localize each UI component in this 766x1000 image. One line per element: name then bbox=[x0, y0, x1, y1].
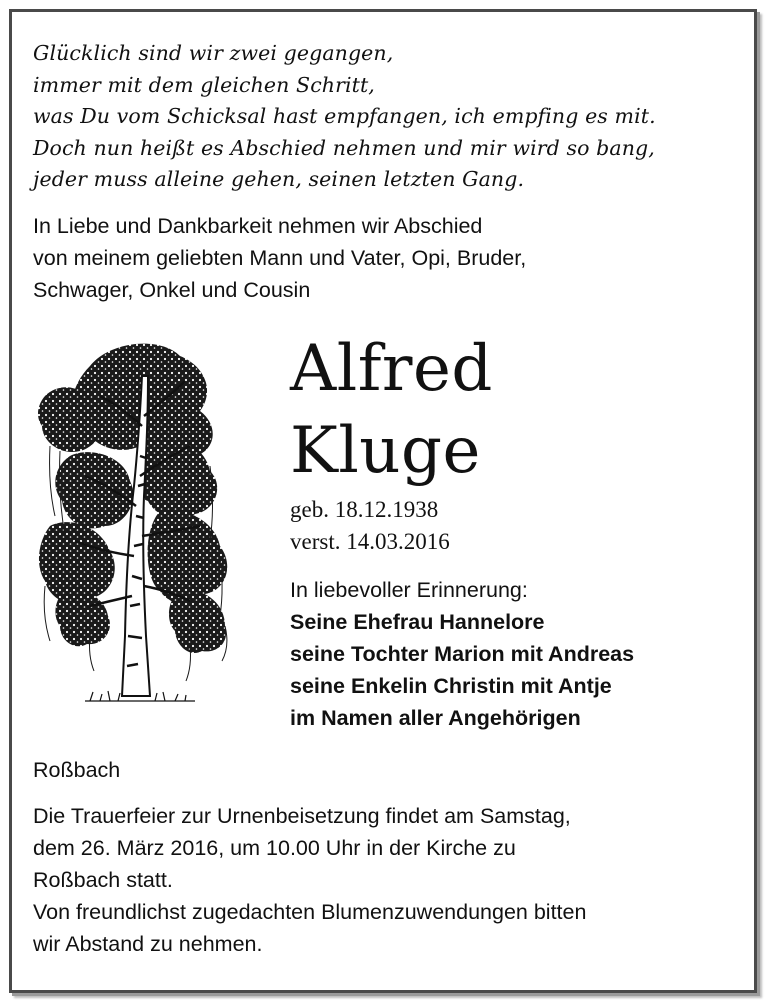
intro-line: von meinem geliebten Mann und Vater, Opi, Bruder, bbox=[33, 246, 527, 270]
mourner-name: seine Tochter Marion mit Andreas bbox=[290, 642, 635, 666]
mourner-name: im Namen aller Angehörigen bbox=[290, 706, 581, 730]
deceased-name bbox=[290, 328, 493, 492]
poem bbox=[33, 38, 743, 196]
mourner-name: Seine Ehefrau Hannelore bbox=[290, 610, 545, 634]
service-line: Roßbach statt. bbox=[33, 868, 173, 892]
death-date: verst. 14.03.2016 bbox=[290, 529, 450, 554]
life-dates bbox=[290, 494, 450, 558]
intro-line: In Liebe und Dankbarkeit nehmen wir Abschied bbox=[33, 214, 483, 238]
poem-line: jeder muss alleine gehen, seinen letzten Gang. bbox=[33, 167, 525, 192]
birch-tree-icon bbox=[30, 336, 250, 716]
place-name: Roßbach bbox=[33, 758, 121, 782]
poem-line: Glücklich sind wir zwei gegangen, bbox=[33, 41, 394, 65]
service-line: dem 26. März 2016, um 10.00 Uhr in der Kirche zu bbox=[33, 836, 516, 860]
service-line: wir Abstand zu nehmen. bbox=[33, 932, 263, 956]
intro-text bbox=[33, 210, 733, 306]
service-line: Die Trauerfeier zur Urnenbeisetzung findet am Samstag, bbox=[33, 804, 571, 828]
service-info bbox=[33, 800, 733, 960]
mourner-name: seine Enkelin Christin mit Antje bbox=[290, 674, 612, 698]
birth-date: geb. 18.12.1938 bbox=[290, 497, 439, 522]
poem-line: was Du vom Schicksal hast empfangen, ich empfing es mit. bbox=[33, 104, 656, 129]
service-line: Von freundlichst zugedachten Blumenzuwendungen bitten bbox=[33, 900, 587, 924]
intro-line: Schwager, Onkel und Cousin bbox=[33, 278, 311, 302]
first-name: Alfred bbox=[290, 332, 493, 406]
poem-line: Doch nun heißt es Abschied nehmen und mir wird so bang, bbox=[33, 135, 655, 160]
mourners-heading: In liebevoller Erinnerung: bbox=[290, 578, 528, 602]
last-name: Kluge bbox=[290, 414, 481, 488]
mourners bbox=[290, 574, 634, 734]
poem-line: immer mit dem gleichen Schritt, bbox=[33, 72, 375, 97]
